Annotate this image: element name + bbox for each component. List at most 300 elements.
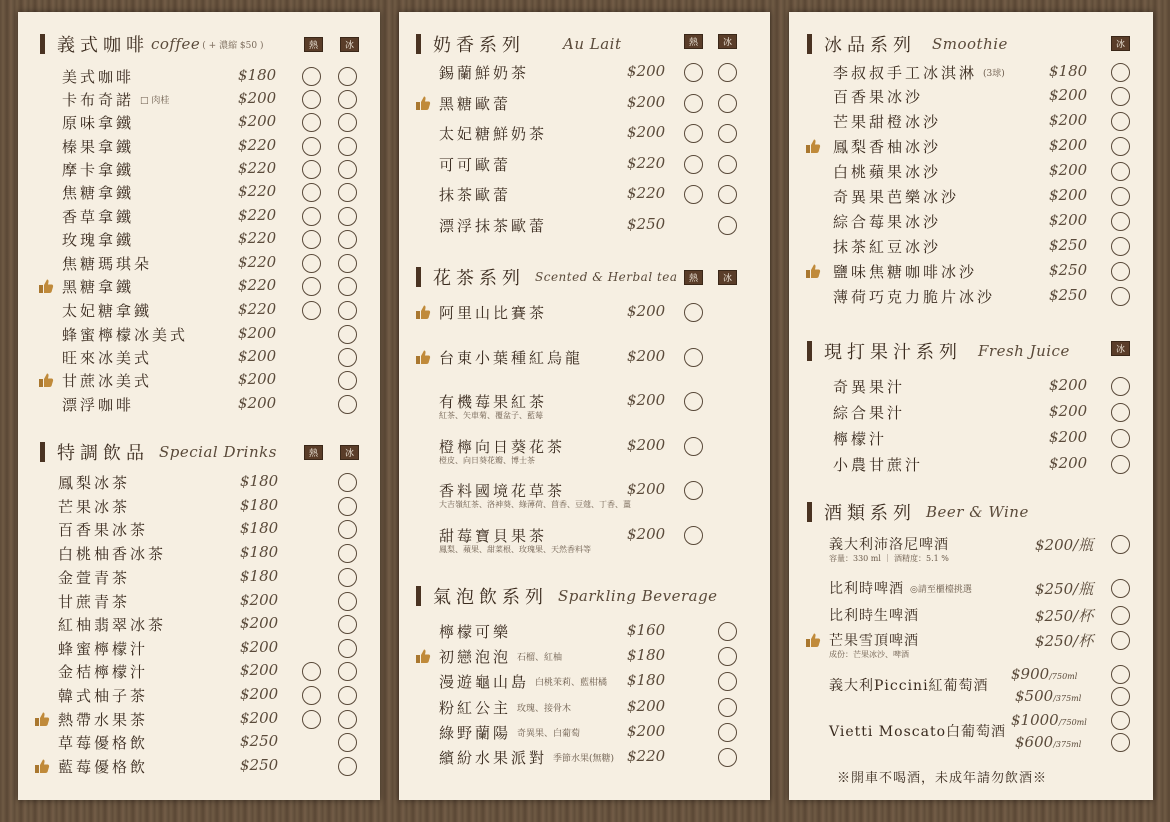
- hot-badge: 熱: [304, 37, 323, 52]
- ice-checkbox[interactable]: [1111, 733, 1130, 752]
- menu-item: [58, 660, 148, 682]
- price-value: $200: [240, 638, 279, 656]
- item-description: □ 肉桂: [140, 95, 170, 106]
- item-price: [1049, 402, 1087, 420]
- ice-checkbox[interactable]: [338, 592, 357, 611]
- menu-item: [833, 135, 941, 157]
- ice-checkbox[interactable]: [718, 723, 737, 742]
- item-price: [238, 66, 276, 84]
- item-price: [240, 496, 278, 514]
- item-name: 太妃糖鮮奶茶: [439, 124, 548, 143]
- menu-item: [829, 533, 949, 555]
- ice-checkbox[interactable]: [1111, 63, 1130, 82]
- menu-panel-middle: [399, 12, 770, 800]
- price-value: $220: [238, 206, 277, 224]
- ice-checkbox[interactable]: [338, 395, 357, 414]
- price-value: $200: [627, 302, 666, 320]
- item-price: [1049, 86, 1087, 104]
- item-name: 美式咖啡: [62, 67, 135, 86]
- menu-item: [833, 210, 941, 232]
- menu-item: [439, 153, 511, 175]
- item-price: [240, 732, 278, 750]
- ice-checkbox[interactable]: [338, 568, 357, 587]
- price-value: $1000: [1011, 711, 1059, 729]
- menu-item: [829, 720, 1006, 742]
- section-bar: [807, 341, 812, 361]
- item-name: 義大利沛洛尼啤酒: [829, 537, 949, 553]
- hot-checkbox[interactable]: [302, 183, 321, 202]
- menu-item: [62, 88, 169, 110]
- price-value: $200: [240, 685, 279, 703]
- item-price: [627, 347, 665, 365]
- hot-checkbox[interactable]: [302, 254, 321, 273]
- menu-item: [439, 92, 511, 114]
- ice-checkbox[interactable]: [338, 137, 357, 156]
- menu-item: [58, 613, 166, 635]
- item-price: [1035, 605, 1093, 626]
- item-name: 榛果拿鐵: [62, 137, 135, 156]
- item-price: [240, 519, 278, 537]
- item-price: [1049, 136, 1087, 154]
- item-name: 可可歐蕾: [439, 155, 512, 174]
- item-name: 白桃蘋果冰沙: [833, 162, 942, 181]
- price-value: $200: [627, 347, 666, 365]
- item-price: [238, 159, 276, 177]
- hot-checkbox[interactable]: [302, 160, 321, 179]
- ice-checkbox[interactable]: [1111, 137, 1130, 156]
- item-price: [627, 123, 665, 141]
- menu-item: [62, 275, 134, 297]
- menu-panel-left: [18, 12, 380, 800]
- ice-checkbox[interactable]: [338, 254, 357, 273]
- hot-checkbox[interactable]: [684, 94, 703, 113]
- ice-checkbox[interactable]: [1111, 377, 1130, 396]
- item-description: 玫瑰、接骨木: [517, 703, 572, 714]
- item-description: 季節水果(無糖): [553, 753, 615, 764]
- section-subtitle: Beer & Wine: [926, 503, 1029, 521]
- item-name: 比利時啤酒: [829, 581, 904, 597]
- menu-item: [58, 637, 148, 659]
- item-price: [240, 614, 278, 632]
- hot-checkbox[interactable]: [302, 207, 321, 226]
- item-description: ◎請至櫃檯挑選: [910, 584, 972, 595]
- ice-checkbox[interactable]: [338, 325, 357, 344]
- menu-item: [62, 299, 152, 321]
- ice-checkbox[interactable]: [718, 622, 737, 641]
- price-value: $220: [238, 136, 277, 154]
- ice-checkbox[interactable]: [338, 67, 357, 86]
- item-price: [627, 671, 665, 689]
- item-price-2: [1015, 687, 1081, 705]
- price-value: $200: [1049, 428, 1088, 446]
- price-value: $200: [1049, 454, 1088, 472]
- section-header-coffee: [40, 32, 263, 56]
- item-name: 熱帶水果茶: [58, 710, 149, 729]
- price-value: $180: [627, 671, 666, 689]
- hot-checkbox[interactable]: [302, 710, 321, 729]
- item-name: 小農甘蔗汁: [833, 455, 924, 474]
- hot-checkbox[interactable]: [684, 303, 703, 322]
- item-price: [1011, 711, 1087, 729]
- ice-checkbox[interactable]: [338, 230, 357, 249]
- price-unit: /375ml: [1053, 740, 1082, 749]
- section-subtitle: Fresh Juice: [978, 342, 1070, 360]
- ice-checkbox[interactable]: [338, 520, 357, 539]
- price-value: $180: [240, 519, 279, 537]
- item-price: [627, 215, 665, 233]
- item-name: 香草拿鐵: [62, 207, 135, 226]
- menu-item: [833, 160, 941, 182]
- item-price: [627, 525, 665, 543]
- item-price: [240, 591, 278, 609]
- section-bar: [416, 34, 421, 54]
- price-value: $220: [627, 184, 666, 202]
- section-title: 特調飲品: [57, 443, 149, 464]
- ice-checkbox[interactable]: [338, 348, 357, 367]
- hot-badge: 熱: [684, 34, 703, 49]
- thumbs-up-icon: [415, 304, 431, 320]
- item-name: 薄荷巧克力脆片冰沙: [833, 287, 996, 306]
- ice-checkbox[interactable]: [1111, 455, 1130, 474]
- item-price: [238, 182, 276, 200]
- menu-item: [62, 205, 134, 227]
- item-name: 鳳梨冰茶: [58, 473, 131, 492]
- ice-checkbox[interactable]: [338, 497, 357, 516]
- menu-item: [58, 755, 148, 777]
- price-value: $200: [238, 347, 277, 365]
- ice-badge: 冰: [340, 37, 359, 52]
- ice-checkbox[interactable]: [1111, 579, 1130, 598]
- item-name: 綠野蘭陽: [439, 723, 512, 742]
- hot-checkbox[interactable]: [302, 277, 321, 296]
- menu-item: [58, 731, 148, 753]
- hot-checkbox[interactable]: [684, 392, 703, 411]
- menu-item: [439, 721, 580, 743]
- menu-item: [62, 135, 134, 157]
- item-name: 太妃糖拿鐵: [62, 301, 153, 320]
- hot-checkbox[interactable]: [302, 301, 321, 320]
- price-value: $250: [240, 756, 279, 774]
- ice-checkbox[interactable]: [338, 733, 357, 752]
- hot-checkbox[interactable]: [684, 526, 703, 545]
- ice-checkbox[interactable]: [338, 544, 357, 563]
- ice-checkbox[interactable]: [338, 473, 357, 492]
- ice-checkbox[interactable]: [718, 155, 737, 174]
- section-header-tea: [416, 265, 678, 289]
- price-value: $250/杯: [1035, 632, 1094, 650]
- ice-checkbox[interactable]: [1111, 711, 1130, 730]
- menu-item: [58, 471, 130, 493]
- menu-item: [62, 369, 152, 391]
- section-subtitle: Smoothie: [932, 35, 1008, 53]
- hot-checkbox[interactable]: [302, 662, 321, 681]
- item-name: 金桔檸檬汁: [58, 662, 149, 681]
- ice-checkbox[interactable]: [338, 90, 357, 109]
- price-value: $250: [1049, 286, 1088, 304]
- menu-item: [439, 746, 614, 768]
- price-value: $180: [240, 543, 279, 561]
- section-title: 花茶系列: [433, 268, 525, 289]
- menu-item: [439, 214, 547, 236]
- section-bar: [807, 34, 812, 54]
- menu-item: [62, 252, 152, 274]
- ice-checkbox[interactable]: [338, 160, 357, 179]
- item-name: 鹽味焦糖咖啡冰沙: [833, 262, 978, 281]
- item-name: 旺來冰美式: [62, 348, 153, 367]
- item-name: 抹茶歐蕾: [439, 185, 512, 204]
- item-subtext: 鳳梨、蘋果、甜菜根、玫瑰果、天然香料等: [439, 545, 591, 554]
- menu-item: [62, 393, 134, 415]
- price-value: $180: [240, 496, 279, 514]
- price-value: $500: [1015, 687, 1054, 705]
- item-name: 抹茶紅豆冰沙: [833, 237, 942, 256]
- thumbs-up-icon: [805, 263, 821, 279]
- item-price: [627, 621, 665, 639]
- item-price: [627, 62, 665, 80]
- item-price: [627, 436, 665, 454]
- item-name: 綜合果汁: [833, 403, 906, 422]
- section-header-smoothie: [807, 32, 1008, 56]
- section-header-sparkling: [416, 584, 718, 608]
- ice-checkbox[interactable]: [1111, 429, 1130, 448]
- menu-item: [829, 629, 919, 651]
- ice-checkbox[interactable]: [718, 185, 737, 204]
- item-name: 甘蔗青茶: [58, 592, 131, 611]
- ice-checkbox[interactable]: [1111, 237, 1130, 256]
- item-name: 韓式柚子茶: [58, 686, 149, 705]
- item-name: 漫遊龜山島: [439, 672, 530, 691]
- item-name: 比利時生啤酒: [829, 608, 919, 624]
- item-price: [627, 646, 665, 664]
- ice-checkbox[interactable]: [338, 639, 357, 658]
- price-value: $200: [627, 62, 666, 80]
- section-header-juice: [807, 339, 1070, 363]
- hot-checkbox[interactable]: [684, 124, 703, 143]
- item-name: 藍莓優格飲: [58, 757, 149, 776]
- item-name: 阿里山比賽茶: [439, 303, 548, 322]
- item-name: 蜂蜜檸檬汁: [58, 639, 149, 658]
- ice-checkbox[interactable]: [338, 207, 357, 226]
- price-value: $220: [627, 747, 666, 765]
- price-value: $200: [1049, 161, 1088, 179]
- menu-item: [833, 375, 905, 397]
- ice-checkbox[interactable]: [718, 94, 737, 113]
- item-price: [627, 722, 665, 740]
- menu-item: [833, 401, 905, 423]
- item-price: [1035, 578, 1093, 599]
- ice-checkbox[interactable]: [718, 63, 737, 82]
- section-bar: [416, 267, 421, 287]
- item-name: 原味拿鐵: [62, 113, 135, 132]
- footer-note: ※開車不喝酒，未成年請勿飲酒※: [837, 771, 1048, 786]
- ice-checkbox[interactable]: [718, 698, 737, 717]
- menu-item: [58, 708, 148, 730]
- section-title: 氣泡飲系列: [433, 587, 548, 608]
- ice-checkbox[interactable]: [718, 647, 737, 666]
- item-name: 焦糖拿鐵: [62, 183, 135, 202]
- ice-checkbox[interactable]: [1111, 403, 1130, 422]
- price-value: $180: [240, 472, 279, 490]
- price-value: $200: [627, 391, 666, 409]
- ice-checkbox[interactable]: [338, 113, 357, 132]
- hot-checkbox[interactable]: [684, 437, 703, 456]
- item-price: [1049, 376, 1087, 394]
- price-value: $180: [240, 567, 279, 585]
- ice-checkbox[interactable]: [1111, 687, 1130, 706]
- item-name: 芒果冰茶: [58, 497, 131, 516]
- menu-item: [439, 122, 547, 144]
- item-price: [238, 324, 276, 342]
- ice-checkbox[interactable]: [338, 757, 357, 776]
- item-price: [240, 709, 278, 727]
- item-name: Vietti Moscato白葡萄酒: [829, 724, 1006, 740]
- ice-checkbox[interactable]: [1111, 212, 1130, 231]
- ice-checkbox[interactable]: [338, 183, 357, 202]
- section-header-aulait: [416, 32, 622, 56]
- ice-badge: 冰: [718, 270, 737, 285]
- menu-item: [833, 285, 995, 307]
- price-value: $200: [627, 722, 666, 740]
- item-name: 百香果冰沙: [833, 87, 924, 106]
- item-name: 台東小葉種紅烏龍: [439, 348, 584, 367]
- hot-checkbox[interactable]: [302, 67, 321, 86]
- ice-checkbox[interactable]: [1111, 262, 1130, 281]
- ice-checkbox[interactable]: [718, 672, 737, 691]
- ice-checkbox[interactable]: [718, 748, 737, 767]
- price-value: $160: [627, 621, 666, 639]
- hot-checkbox[interactable]: [302, 113, 321, 132]
- menu-item: [833, 110, 941, 132]
- item-price: [627, 302, 665, 320]
- item-name: 粉紅公主: [439, 698, 512, 717]
- ice-checkbox[interactable]: [1111, 112, 1130, 131]
- ice-checkbox[interactable]: [1111, 631, 1130, 650]
- price-value: $250: [1049, 236, 1088, 254]
- hot-checkbox[interactable]: [302, 686, 321, 705]
- item-subtext: 大吉嶺紅茶、洛神葵、綠薄荷、茴香、豆蔻、丁香、薑: [439, 500, 631, 509]
- ice-checkbox[interactable]: [338, 615, 357, 634]
- item-price: [1035, 534, 1093, 555]
- item-description: (3球): [983, 68, 1005, 79]
- section-subtitle: Au Lait: [563, 35, 622, 53]
- price-unit: /375ml: [1053, 694, 1082, 703]
- price-value: $200: [1049, 402, 1088, 420]
- item-price: [1049, 454, 1087, 472]
- price-value: $200: [238, 89, 277, 107]
- menu-item: [829, 604, 919, 626]
- section-subtitle: coffee: [151, 35, 201, 53]
- menu-item: [439, 390, 547, 412]
- item-price: [240, 567, 278, 585]
- hot-checkbox[interactable]: [684, 63, 703, 82]
- price-value: $200: [240, 709, 279, 727]
- ice-checkbox[interactable]: [1111, 606, 1130, 625]
- item-price: [240, 685, 278, 703]
- price-value: $220: [238, 229, 277, 247]
- item-name: 奇異果汁: [833, 377, 906, 396]
- ice-checkbox[interactable]: [718, 124, 737, 143]
- thumbs-up-icon: [805, 632, 821, 648]
- price-value: $200: [240, 614, 279, 632]
- item-name: 橙檸向日葵花茶: [439, 437, 566, 456]
- item-price: [627, 93, 665, 111]
- thumbs-up-icon: [34, 758, 50, 774]
- hot-checkbox[interactable]: [302, 90, 321, 109]
- ice-checkbox[interactable]: [1111, 87, 1130, 106]
- ice-checkbox[interactable]: [338, 301, 357, 320]
- price-value: $200: [238, 370, 277, 388]
- price-value: $200: [1049, 186, 1088, 204]
- menu-item: [833, 453, 923, 475]
- ice-checkbox[interactable]: [338, 686, 357, 705]
- section-header-beer: [807, 500, 1029, 524]
- item-price: [240, 638, 278, 656]
- menu-item: [62, 158, 134, 180]
- hot-checkbox[interactable]: [684, 155, 703, 174]
- hot-checkbox[interactable]: [684, 481, 703, 500]
- item-price: [1035, 630, 1093, 651]
- ice-checkbox[interactable]: [1111, 187, 1130, 206]
- item-price: [240, 543, 278, 561]
- section-subtitle: Special Drinks: [159, 443, 277, 461]
- item-name: 蜂蜜檸檬冰美式: [62, 325, 189, 344]
- ice-checkbox[interactable]: [718, 216, 737, 235]
- menu-item: [62, 111, 134, 133]
- hot-checkbox[interactable]: [684, 185, 703, 204]
- item-price: [1049, 62, 1087, 80]
- item-price: [238, 347, 276, 365]
- section-bar: [40, 34, 45, 54]
- item-name: 摩卡拿鐵: [62, 160, 135, 179]
- item-price: [627, 480, 665, 498]
- hot-checkbox[interactable]: [302, 230, 321, 249]
- hot-checkbox[interactable]: [302, 137, 321, 156]
- price-value: $900: [1011, 665, 1050, 683]
- menu-item: [439, 479, 565, 501]
- section-title: 酒類系列: [824, 503, 916, 524]
- section-subtitle: Scented & Herbal tea: [535, 270, 678, 284]
- ice-checkbox[interactable]: [338, 277, 357, 296]
- price-value: $200: [238, 394, 277, 412]
- menu-item: [439, 435, 565, 457]
- item-description: 奇異果、白葡萄: [517, 728, 581, 739]
- section-bar: [807, 502, 812, 522]
- ice-checkbox[interactable]: [338, 710, 357, 729]
- ice-checkbox[interactable]: [338, 662, 357, 681]
- item-name: 漂浮咖啡: [62, 395, 135, 414]
- ice-checkbox[interactable]: [1111, 665, 1130, 684]
- item-name: 黑糖歐蕾: [439, 94, 512, 113]
- menu-item: [439, 696, 571, 718]
- ice-checkbox[interactable]: [1111, 162, 1130, 181]
- hot-checkbox[interactable]: [684, 348, 703, 367]
- section-title: 冰品系列: [824, 35, 916, 56]
- menu-item: [833, 260, 977, 282]
- ice-checkbox[interactable]: [1111, 287, 1130, 306]
- menu-item: [833, 61, 1005, 83]
- item-name: 玫瑰拿鐵: [62, 230, 135, 249]
- price-value: $200: [1049, 86, 1088, 104]
- price-value: $250/杯: [1035, 607, 1094, 625]
- item-price: [238, 394, 276, 412]
- item-price: [1049, 428, 1087, 446]
- price-value: $200: [627, 123, 666, 141]
- item-subtext: 橙皮、向日葵花瓣、博士茶: [439, 456, 535, 465]
- item-name: 奇異果芭樂冰沙: [833, 187, 960, 206]
- ice-checkbox[interactable]: [338, 371, 357, 390]
- item-name: 香料國境花草茶: [439, 481, 566, 500]
- ice-checkbox[interactable]: [1111, 535, 1130, 554]
